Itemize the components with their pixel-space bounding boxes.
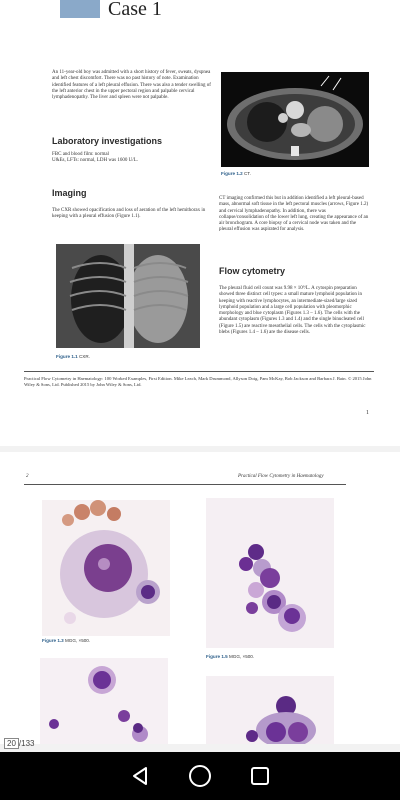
copyright-footnote: Practical Flow Cytometry in Haematology: 100 Worked Examples, First Edition. Mike Leach, Mark Drummond, Allyson Doig, Pam McKay, Bob Jackson and Barbara J. Bain. © 2015 John Wiley & Sons, Ltd. Published 2015 by John Wiley & Sons, Ltd. bbox=[24, 376, 372, 387]
chapter-header-block bbox=[60, 0, 100, 18]
page-2-number: 2 bbox=[26, 474, 29, 479]
chest-xray-image bbox=[56, 244, 200, 348]
figure-1-1-text: CXR. bbox=[78, 354, 90, 359]
back-icon bbox=[129, 765, 151, 787]
back-button[interactable] bbox=[110, 752, 170, 800]
total-pages: /133 bbox=[18, 739, 35, 748]
figure-1-5-text: MGG, ×500. bbox=[228, 654, 255, 659]
figure-1-2-label: Figure 1.2 bbox=[221, 171, 243, 176]
footnote-rule bbox=[24, 371, 374, 372]
figure-1-1-caption bbox=[56, 354, 90, 359]
navigation-bar bbox=[0, 752, 400, 800]
page-number: 1 bbox=[366, 410, 369, 416]
ct-scan-image bbox=[221, 72, 369, 167]
imaging-heading: Imaging bbox=[52, 188, 87, 198]
intro-paragraph: An 11-year-old boy was admitted with a short history of fever, sweats, dyspnea and left chest discomfort. There was no past history of note. Examination identified features of a left pleural effusion. There was also a tender swelling of the left anterior chest in the upper pectoral region and palpable cervical lymphadenopathy. The liver and spleen were not palpable. bbox=[52, 70, 211, 101]
figure-1-5-caption bbox=[206, 654, 254, 659]
lab-text: FBC and blood film: normal U&Es, LFTs: normal, LDH was 1600 U/L. bbox=[52, 152, 138, 164]
home-button[interactable] bbox=[170, 752, 230, 800]
running-head: Practical Flow Cytometry in Haematology bbox=[238, 474, 324, 479]
figure-1-5-label: Figure 1.5 bbox=[206, 654, 228, 659]
figure-1-4-micrograph bbox=[40, 658, 168, 744]
figure-1-2-caption bbox=[221, 171, 251, 176]
figure-1-3-text: MGG, ×500. bbox=[64, 638, 91, 643]
recents-icon bbox=[249, 765, 271, 787]
recents-button[interactable] bbox=[230, 752, 290, 800]
home-icon bbox=[188, 764, 212, 788]
figure-1-3-caption bbox=[42, 638, 90, 643]
figure-1-3-label: Figure 1.3 bbox=[42, 638, 64, 643]
case-title: Case 1 bbox=[108, 0, 162, 20]
figure-1-1-label: Figure 1.1 bbox=[56, 354, 78, 359]
page-counter[interactable] bbox=[4, 738, 34, 749]
current-page-number[interactable]: 20 bbox=[4, 738, 19, 749]
figure-1-5-micrograph bbox=[206, 498, 334, 648]
flow-cytometry-heading: Flow cytometry bbox=[219, 266, 286, 276]
ct-paragraph: CT imaging confirmed this but in addition identified a left pleural-based mass, abnormal soft tissue in the left pectoral muscles (arrows, Figure 1.2) and cervical lymphadenopathy. In addition, there was collapse/consolidation of the lower left lung, creating the appearance of an air bronchogram. A core biopsy of a cervical node was taken and the pleural effusion was aspirated for analysis. bbox=[219, 196, 369, 233]
figure-1-3-micrograph bbox=[42, 500, 170, 636]
running-head-rule bbox=[24, 484, 346, 485]
figure-1-6-micrograph bbox=[206, 676, 334, 744]
flow-cytometry-text: The pleural fluid cell count was 9.98 × 10⁹/L. A cytospin preparation showed three distinct cell types: a small mature lymphoid population in keeping with reactive lymphocytes, an intermediate-sized/large sized lymphoid population and a large cell population with pleomorphic morphology and blue cytoplasm (Figures 1.3 – 1.6). The cells with the abundant cytoplasm (Figures 1.3 and 1.4) and the single binucleated cell (Figure 1.5) are reactive mesothelial cells. The cells with the cytoplasmic blebs (Figures 1.4 – 1.6) are the disease cells. bbox=[219, 286, 366, 336]
imaging-text: The CXR showed opacification and loss of aeration of the left hemithorax in keeping with a pleural effusion (Figure 1.1). bbox=[52, 208, 206, 220]
lab-heading: Laboratory investigations bbox=[52, 136, 163, 146]
figure-1-2-text: CT. bbox=[243, 171, 251, 176]
